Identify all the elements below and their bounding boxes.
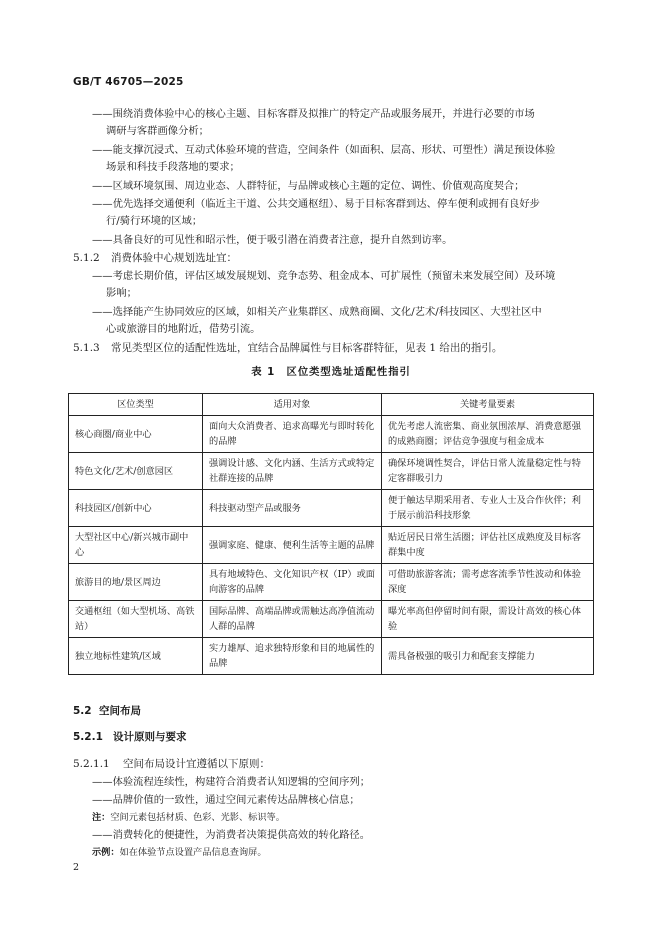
intro-item-1-line-1: ——围绕消费体验中心的核心主题、目标客群及拟推广的特定产品或服务展开，并进行必要的市场 <box>92 108 535 120</box>
page-number: 2 <box>73 862 80 873</box>
table-row <box>69 564 594 601</box>
cell-target: 国际品牌、高端品牌或需触达高净值流动人群的品牌 <box>203 601 382 638</box>
s5211-item-2: ——品牌价值的一致性，通过空间元素传达品牌核心信息； <box>92 794 360 806</box>
cell-target: 具有地域特色、文化知识产权（IP）或面向游客的品牌 <box>203 564 382 601</box>
s512-item-2-line-2: 心或旅游目的地附近，借势引流。 <box>106 323 261 335</box>
section-title: 设计原则与要求 <box>113 731 187 743</box>
table-row <box>69 453 594 490</box>
cell-key-factors: 优先考虑人流密集、商业氛围浓厚、消费意愿强的成熟商圈；评估竞争强度与租金成本 <box>382 416 594 453</box>
clause-number: 5.2.1.1 <box>73 758 110 770</box>
header-location-type: 区位类型 <box>69 394 203 416</box>
intro-item-5-line-1: ——具备良好的可见性和昭示性，便于吸引潜在消费者注意，提升自然到访率。 <box>92 234 453 246</box>
cell-key-factors: 曝光率高但停留时间有限，需设计高效的核心体验 <box>382 601 594 638</box>
cell-target: 强调设计感、文化内涵、生活方式或特定社群连接的品牌 <box>203 453 382 490</box>
header-target: 适用对象 <box>203 394 382 416</box>
s5211-item-1: ——体验流程连续性，构建符合消费者认知逻辑的空间序列； <box>92 776 371 788</box>
table-row <box>69 490 594 527</box>
intro-item-4-line-1: ——优先选择交通便利（临近主干道、公共交通枢纽）、易于目标客群到达、停车便利或拥有良好步 <box>92 198 540 210</box>
example <box>92 845 267 860</box>
s512-item-2-line-1: ——选择能产生协同效应的区域，如相关产业集群区、成熟商圈、文化/艺术/科技园区、大型社区中 <box>92 306 542 318</box>
cell-key-factors: 可借助旅游客流；需考虑客流季节性波动和体验深度 <box>382 564 594 601</box>
cell-location-type: 特色文化/艺术/创意园区 <box>69 453 203 490</box>
cell-location-type: 科技园区/创新中心 <box>69 490 203 527</box>
section-title: 空间布局 <box>99 705 141 717</box>
clause-5-2-1-1 <box>73 756 270 773</box>
table-title: 表 1 区位类型选址适配性指引 <box>251 366 411 378</box>
intro-item-2-line-2: 场景和科技手段落地的要求； <box>106 161 240 173</box>
table-row <box>69 527 594 564</box>
intro-item-1-line-2: 调研与客群画像分析； <box>106 125 209 137</box>
s512-item-1-line-2: 影响； <box>106 287 137 299</box>
section-5-2-heading <box>73 703 141 720</box>
cell-key-factors: 确保环境调性契合，评估日常人流量稳定性与特定客群吸引力 <box>382 453 594 490</box>
section-number: 5.2 <box>73 705 92 717</box>
note-text: 空间元素包括材质、色彩、光影、标识等。 <box>110 812 285 823</box>
note-label: 注： <box>92 812 111 823</box>
intro-item-3-line-1: ——区域环境氛围、周边业态、人群特征，与品牌或核心主题的定位、调性、价值观高度契合； <box>92 180 525 192</box>
intro-item-2-line-1: ——能支撑沉浸式、互动式体验环境的营造，空间条件（如面积、层高、形状、可塑性）满足预设体验 <box>92 144 556 156</box>
cell-target: 实力雄厚、追求独特形象和目的地属性的品牌 <box>203 638 382 675</box>
clause-number: 5.1.2 <box>73 252 100 264</box>
cell-location-type: 交通枢纽（如大型机场、高铁站） <box>69 601 203 638</box>
cell-location-type: 旅游目的地/景区周边 <box>69 564 203 601</box>
clause-text: 消费体验中心规划选址宜： <box>111 252 237 264</box>
note <box>92 810 285 825</box>
example-label: 示例： <box>92 847 120 858</box>
table-row <box>69 638 594 675</box>
header-key-factors: 关键考量要素 <box>382 394 594 416</box>
s512-item-1-line-1: ——考虑长期价值，评估区域发展规划、竞争态势、租金成本、可扩展性（预留未来发展空间）及环境 <box>92 270 556 282</box>
cell-location-type: 独立地标性建筑/区域 <box>69 638 203 675</box>
clause-text: 空间布局设计宜遵循以下原则： <box>123 758 270 770</box>
cell-key-factors: 需具备极强的吸引力和配套支撑能力 <box>382 638 594 675</box>
clause-5-1-3 <box>73 340 502 357</box>
cell-key-factors: 便于触达早期采用者、专业人士及合作伙伴；利于展示前沿科技形象 <box>382 490 594 527</box>
s5211-item-3: ——消费转化的便捷性，为消费者决策提供高效的转化路径。 <box>92 829 371 841</box>
location-guide-table <box>68 393 594 675</box>
clause-text: 常见类型区位的适配性选址，宜结合品牌属性与目标客群特征，见表 1 给出的指引。 <box>111 342 503 354</box>
example-text: 如在体验节点设置产品信息查询屏。 <box>119 847 267 858</box>
table-row <box>69 601 594 638</box>
section-number: 5.2.1 <box>73 731 103 743</box>
cell-target: 科技驱动型产品或服务 <box>203 490 382 527</box>
section-5-2-1-heading <box>73 729 187 746</box>
clause-number: 5.1.3 <box>73 342 100 354</box>
cell-location-type: 核心商圈/商业中心 <box>69 416 203 453</box>
clause-5-1-2 <box>73 250 237 267</box>
cell-target: 面向大众消费者、追求高曝光与即时转化的品牌 <box>203 416 382 453</box>
table-row <box>69 416 594 453</box>
standard-code-header: GB/T 46705—2025 <box>73 76 184 88</box>
cell-target: 强调家庭、健康、便利生活等主题的品牌 <box>203 527 382 564</box>
cell-key-factors: 贴近居民日常生活圈；评估社区成熟度及目标客群集中度 <box>382 527 594 564</box>
table-header-row <box>69 394 594 416</box>
intro-item-4-line-2: 行/骑行环境的区域； <box>106 215 203 227</box>
cell-location-type: 大型社区中心/新兴城市副中心 <box>69 527 203 564</box>
